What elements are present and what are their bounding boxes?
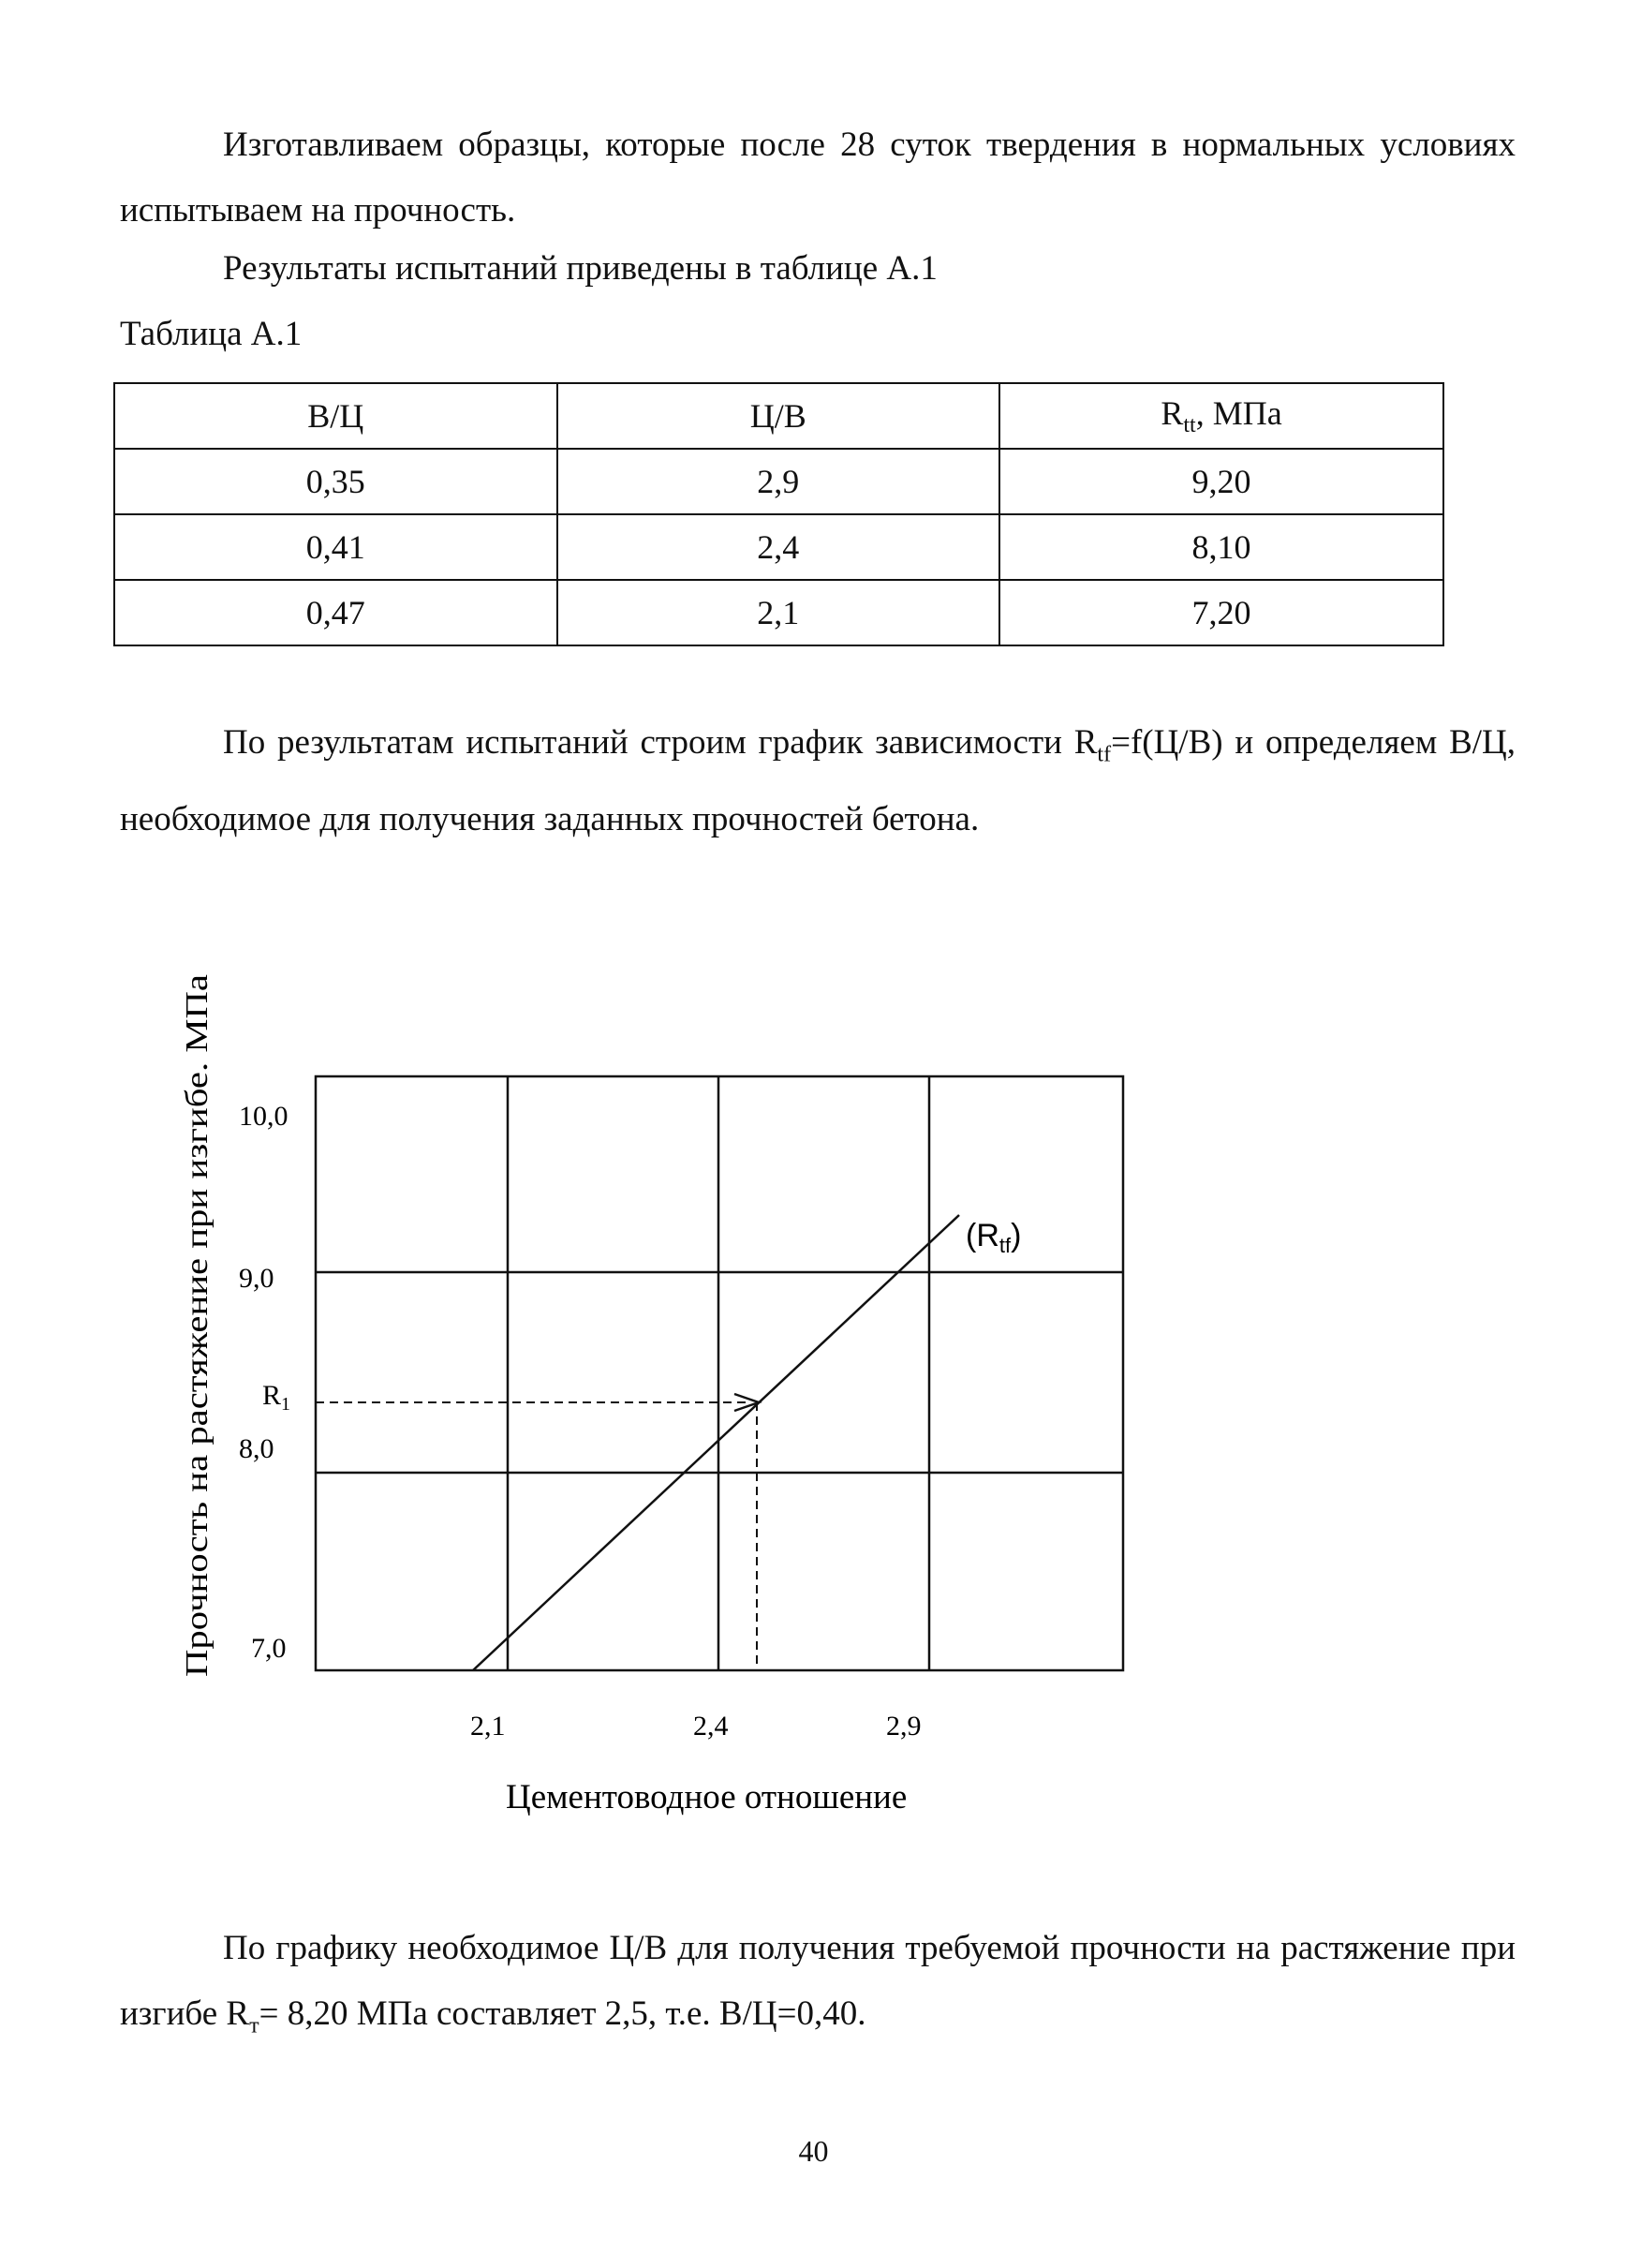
series-line-rtf xyxy=(473,1215,959,1670)
p4-text-b: = 8,20 МПа составляет 2,5, т.е. В/Ц=0,40. xyxy=(259,1994,866,2033)
ytick-label: 7,0 xyxy=(251,1633,287,1664)
p3-text-b: =f(Ц/В) и определяем В/Ц, необходимое для получения заданных прочностей бетона. xyxy=(120,723,1516,839)
cell-cw: 2,1 xyxy=(557,580,1000,645)
header-cw: Ц/В xyxy=(557,383,1000,449)
ytick-label: 10,0 xyxy=(239,1101,288,1132)
series-label-end: ) xyxy=(1011,1218,1022,1253)
series-label xyxy=(966,1218,1021,1257)
p4-sub: т xyxy=(249,2013,259,2038)
annotation-label xyxy=(262,1380,290,1415)
p4-text-a: По графику необходимое Ц/В для получения требуемой прочности на растяжение при изгибе R xyxy=(120,1929,1516,2033)
header-strength-r: R xyxy=(1161,393,1184,432)
p3-text-a: По результатам испытаний строим график зависимости R xyxy=(223,723,1098,762)
annotation-label-sub: 1 xyxy=(281,1394,291,1415)
page-number: 40 xyxy=(798,2134,829,2168)
table-caption: Таблица А.1 xyxy=(120,315,303,353)
header-strength-sub: tt xyxy=(1183,413,1196,438)
y-axis-label: Прочность на растяжение при изгибе. МПа xyxy=(180,1090,214,1677)
cell-cw: 2,9 xyxy=(557,449,1000,514)
paragraph-conclusion xyxy=(120,1916,1516,2058)
ytick-label: 9,0 xyxy=(239,1263,274,1294)
series-label-main: (R xyxy=(966,1218,999,1253)
paragraph-results: Результаты испытаний приведены в таблице А.1 xyxy=(223,249,938,288)
ytick-label: 8,0 xyxy=(239,1433,274,1464)
x-axis-label: Цементоводное отношение xyxy=(506,1778,908,1816)
xtick-label: 2,9 xyxy=(886,1711,922,1742)
paragraph-intro: Изготавливаем образцы, которые после 28 суток твердения в нормальных условиях испытываем на прочность. xyxy=(120,126,1516,230)
cell-strength: 7,20 xyxy=(999,580,1443,645)
series-label-sub: tf xyxy=(998,1234,1012,1257)
header-wc: В/Ц xyxy=(114,383,557,449)
cell-wc: 0,41 xyxy=(114,514,557,580)
p3-sub: tf xyxy=(1097,742,1112,767)
xtick-label: 2,4 xyxy=(693,1711,729,1742)
cell-strength: 8,10 xyxy=(999,514,1443,580)
cell-strength: 9,20 xyxy=(999,449,1443,514)
xtick-label: 2,1 xyxy=(470,1711,506,1742)
cell-wc: 0,47 xyxy=(114,580,557,645)
cell-cw: 2,4 xyxy=(557,514,1000,580)
header-strength-unit: , МПа xyxy=(1195,393,1282,432)
cell-wc: 0,35 xyxy=(114,449,557,514)
annotation-label-r: R xyxy=(262,1380,282,1411)
